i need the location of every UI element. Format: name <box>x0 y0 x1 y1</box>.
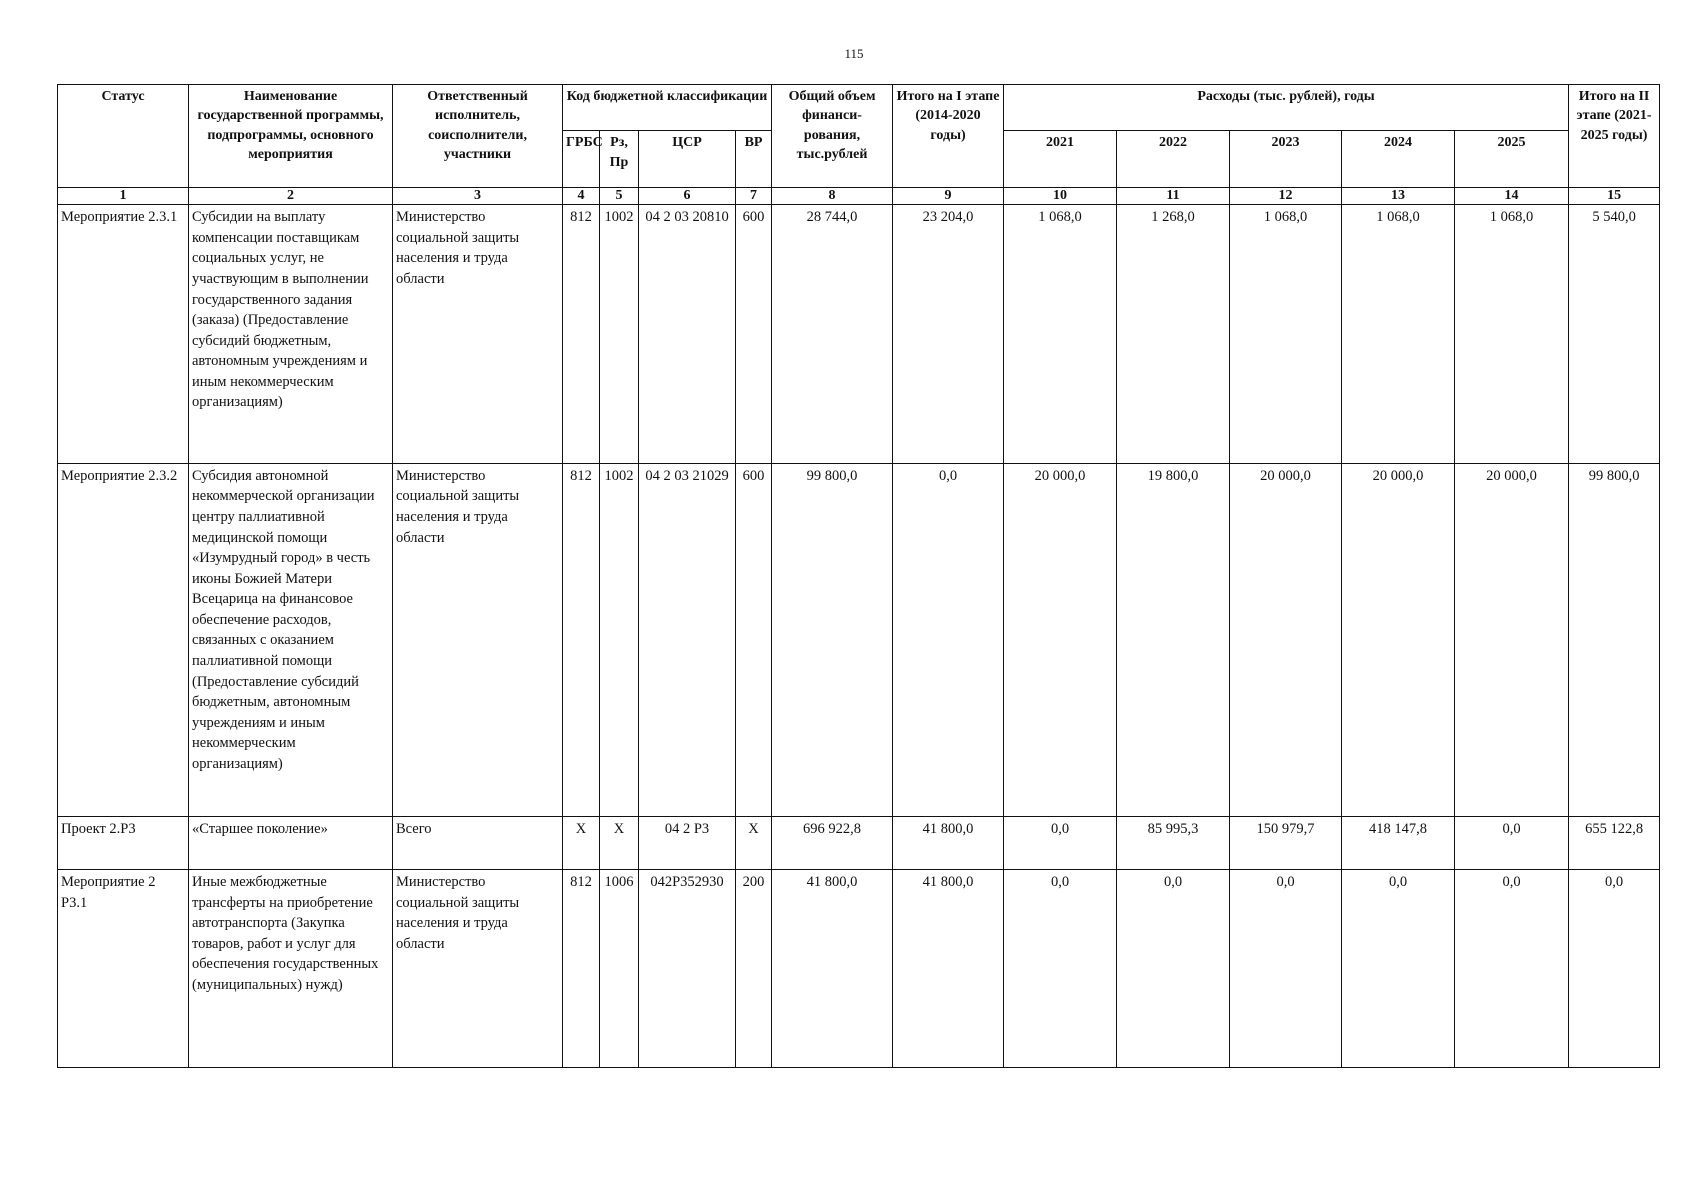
table-row <box>58 869 1660 1067</box>
header-2025: 2025 <box>1455 131 1569 188</box>
cell-status: Мероприятие 2.3.1 <box>58 205 189 464</box>
column-number: 8 <box>772 188 893 205</box>
cell-2025: 1 068,0 <box>1455 205 1569 464</box>
cell-status: Мероприятие 2.3.2 <box>58 463 189 817</box>
cell-2021: 20 000,0 <box>1004 463 1117 817</box>
column-number-row <box>58 188 1660 205</box>
cell-csr: 04 2 Р3 <box>639 817 736 870</box>
header-stage1: Итого на I этапе (2014-2020 годы) <box>893 85 1004 188</box>
table-row <box>58 817 1660 870</box>
column-number: 14 <box>1455 188 1569 205</box>
cell-2025: 20 000,0 <box>1455 463 1569 817</box>
cell-rzpr: 1002 <box>600 205 639 464</box>
cell-2023: 20 000,0 <box>1230 463 1342 817</box>
cell-stage1: 41 800,0 <box>893 869 1004 1067</box>
page-number: 115 <box>844 46 864 61</box>
cell-csr: 04 2 03 21029 <box>639 463 736 817</box>
table-row <box>58 463 1660 817</box>
cell-csr: 042Р352930 <box>639 869 736 1067</box>
cell-grbs: 812 <box>563 463 600 817</box>
cell-name: Иные межбюджетные трансферты на приобретение автотранспорта (Закупка товаров, работ и услуг для обеспечения государственных (муниципальных) нужд) <box>189 869 393 1067</box>
cell-2024: 1 068,0 <box>1342 205 1455 464</box>
cell-total: 28 744,0 <box>772 205 893 464</box>
cell-stage2: 5 540,0 <box>1569 205 1660 464</box>
cell-grbs: Х <box>563 817 600 870</box>
cell-vr: 200 <box>736 869 772 1067</box>
column-number: 2 <box>189 188 393 205</box>
cell-stage1: 41 800,0 <box>893 817 1004 870</box>
column-number: 5 <box>600 188 639 205</box>
cell-2021: 0,0 <box>1004 817 1117 870</box>
cell-2022: 0,0 <box>1117 869 1230 1067</box>
cell-2024: 20 000,0 <box>1342 463 1455 817</box>
cell-rzpr: Х <box>600 817 639 870</box>
header-row-1 <box>58 85 1660 131</box>
cell-status: Мероприятие 2 Р3.1 <box>58 869 189 1067</box>
cell-2025: 0,0 <box>1455 817 1569 870</box>
column-number: 3 <box>393 188 563 205</box>
cell-2023: 150 979,7 <box>1230 817 1342 870</box>
header-name: Наименование государственной программы, подпрограммы, основного мероприятия <box>189 85 393 188</box>
cell-2022: 1 268,0 <box>1117 205 1230 464</box>
header-responsible: Ответственный исполнитель, соисполнители, участники <box>393 85 563 188</box>
column-number: 7 <box>736 188 772 205</box>
column-number: 12 <box>1230 188 1342 205</box>
column-number: 13 <box>1342 188 1455 205</box>
cell-responsible: Министерство социальной защиты населения и труда области <box>393 463 563 817</box>
cell-responsible: Всего <box>393 817 563 870</box>
header-budget-code: Код бюджетной классификации <box>563 85 772 131</box>
column-number: 11 <box>1117 188 1230 205</box>
cell-2023: 0,0 <box>1230 869 1342 1067</box>
cell-2025: 0,0 <box>1455 869 1569 1067</box>
header-2022: 2022 <box>1117 131 1230 188</box>
header-status: Статус <box>58 85 189 188</box>
cell-2021: 1 068,0 <box>1004 205 1117 464</box>
cell-name: Субсидии на выплату компенсации поставщикам социальных услуг, не участвующим в выполнении государственного задания (заказа) (Предоставление субсидий бюджетным, автономным учреждениям и иным некоммерческим организациям) <box>189 205 393 464</box>
column-number: 1 <box>58 188 189 205</box>
table-row <box>58 205 1660 464</box>
header-2024: 2024 <box>1342 131 1455 188</box>
header-vr: ВР <box>736 131 772 188</box>
cell-vr: 600 <box>736 463 772 817</box>
cell-responsible: Министерство социальной защиты населения и труда области <box>393 869 563 1067</box>
cell-2024: 0,0 <box>1342 869 1455 1067</box>
column-number: 15 <box>1569 188 1660 205</box>
column-number: 9 <box>893 188 1004 205</box>
cell-2023: 1 068,0 <box>1230 205 1342 464</box>
cell-2022: 19 800,0 <box>1117 463 1230 817</box>
cell-rzpr: 1006 <box>600 869 639 1067</box>
column-number: 4 <box>563 188 600 205</box>
cell-stage2: 99 800,0 <box>1569 463 1660 817</box>
cell-stage1: 23 204,0 <box>893 205 1004 464</box>
cell-name: Субсидия автономной некоммерческой организации центру паллиативной медицинской помощи «Изумрудный город» в честь иконы Божией Матери Всецарица на финансовое обеспечение расходов, связанных с оказанием паллиативной помощи (Предоставление субсидий бюджетным, автономным учреждениям и иным некоммерческим организациям) <box>189 463 393 817</box>
cell-name: «Старшее поколение» <box>189 817 393 870</box>
header-total: Общий объем финанси-рования, тыс.рублей <box>772 85 893 188</box>
column-number: 6 <box>639 188 736 205</box>
cell-2021: 0,0 <box>1004 869 1117 1067</box>
header-csr: ЦСР <box>639 131 736 188</box>
budget-table <box>57 84 1660 1068</box>
cell-total: 696 922,8 <box>772 817 893 870</box>
cell-stage1: 0,0 <box>893 463 1004 817</box>
cell-stage2: 655 122,8 <box>1569 817 1660 870</box>
header-rzpr: Рз, Пр <box>600 131 639 188</box>
cell-vr: Х <box>736 817 772 870</box>
header-grbs: ГРБС <box>563 131 600 188</box>
cell-total: 41 800,0 <box>772 869 893 1067</box>
cell-total: 99 800,0 <box>772 463 893 817</box>
cell-responsible: Министерство социальной защиты населения и труда области <box>393 205 563 464</box>
header-2023: 2023 <box>1230 131 1342 188</box>
header-stage2: Итого на II этапе (2021-2025 годы) <box>1569 85 1660 188</box>
cell-rzpr: 1002 <box>600 463 639 817</box>
cell-2024: 418 147,8 <box>1342 817 1455 870</box>
cell-stage2: 0,0 <box>1569 869 1660 1067</box>
cell-status: Проект 2.Р3 <box>58 817 189 870</box>
cell-grbs: 812 <box>563 869 600 1067</box>
cell-csr: 04 2 03 20810 <box>639 205 736 464</box>
header-2021: 2021 <box>1004 131 1117 188</box>
column-number: 10 <box>1004 188 1117 205</box>
cell-2022: 85 995,3 <box>1117 817 1230 870</box>
cell-grbs: 812 <box>563 205 600 464</box>
header-expenses: Расходы (тыс. рублей), годы <box>1004 85 1569 131</box>
cell-vr: 600 <box>736 205 772 464</box>
